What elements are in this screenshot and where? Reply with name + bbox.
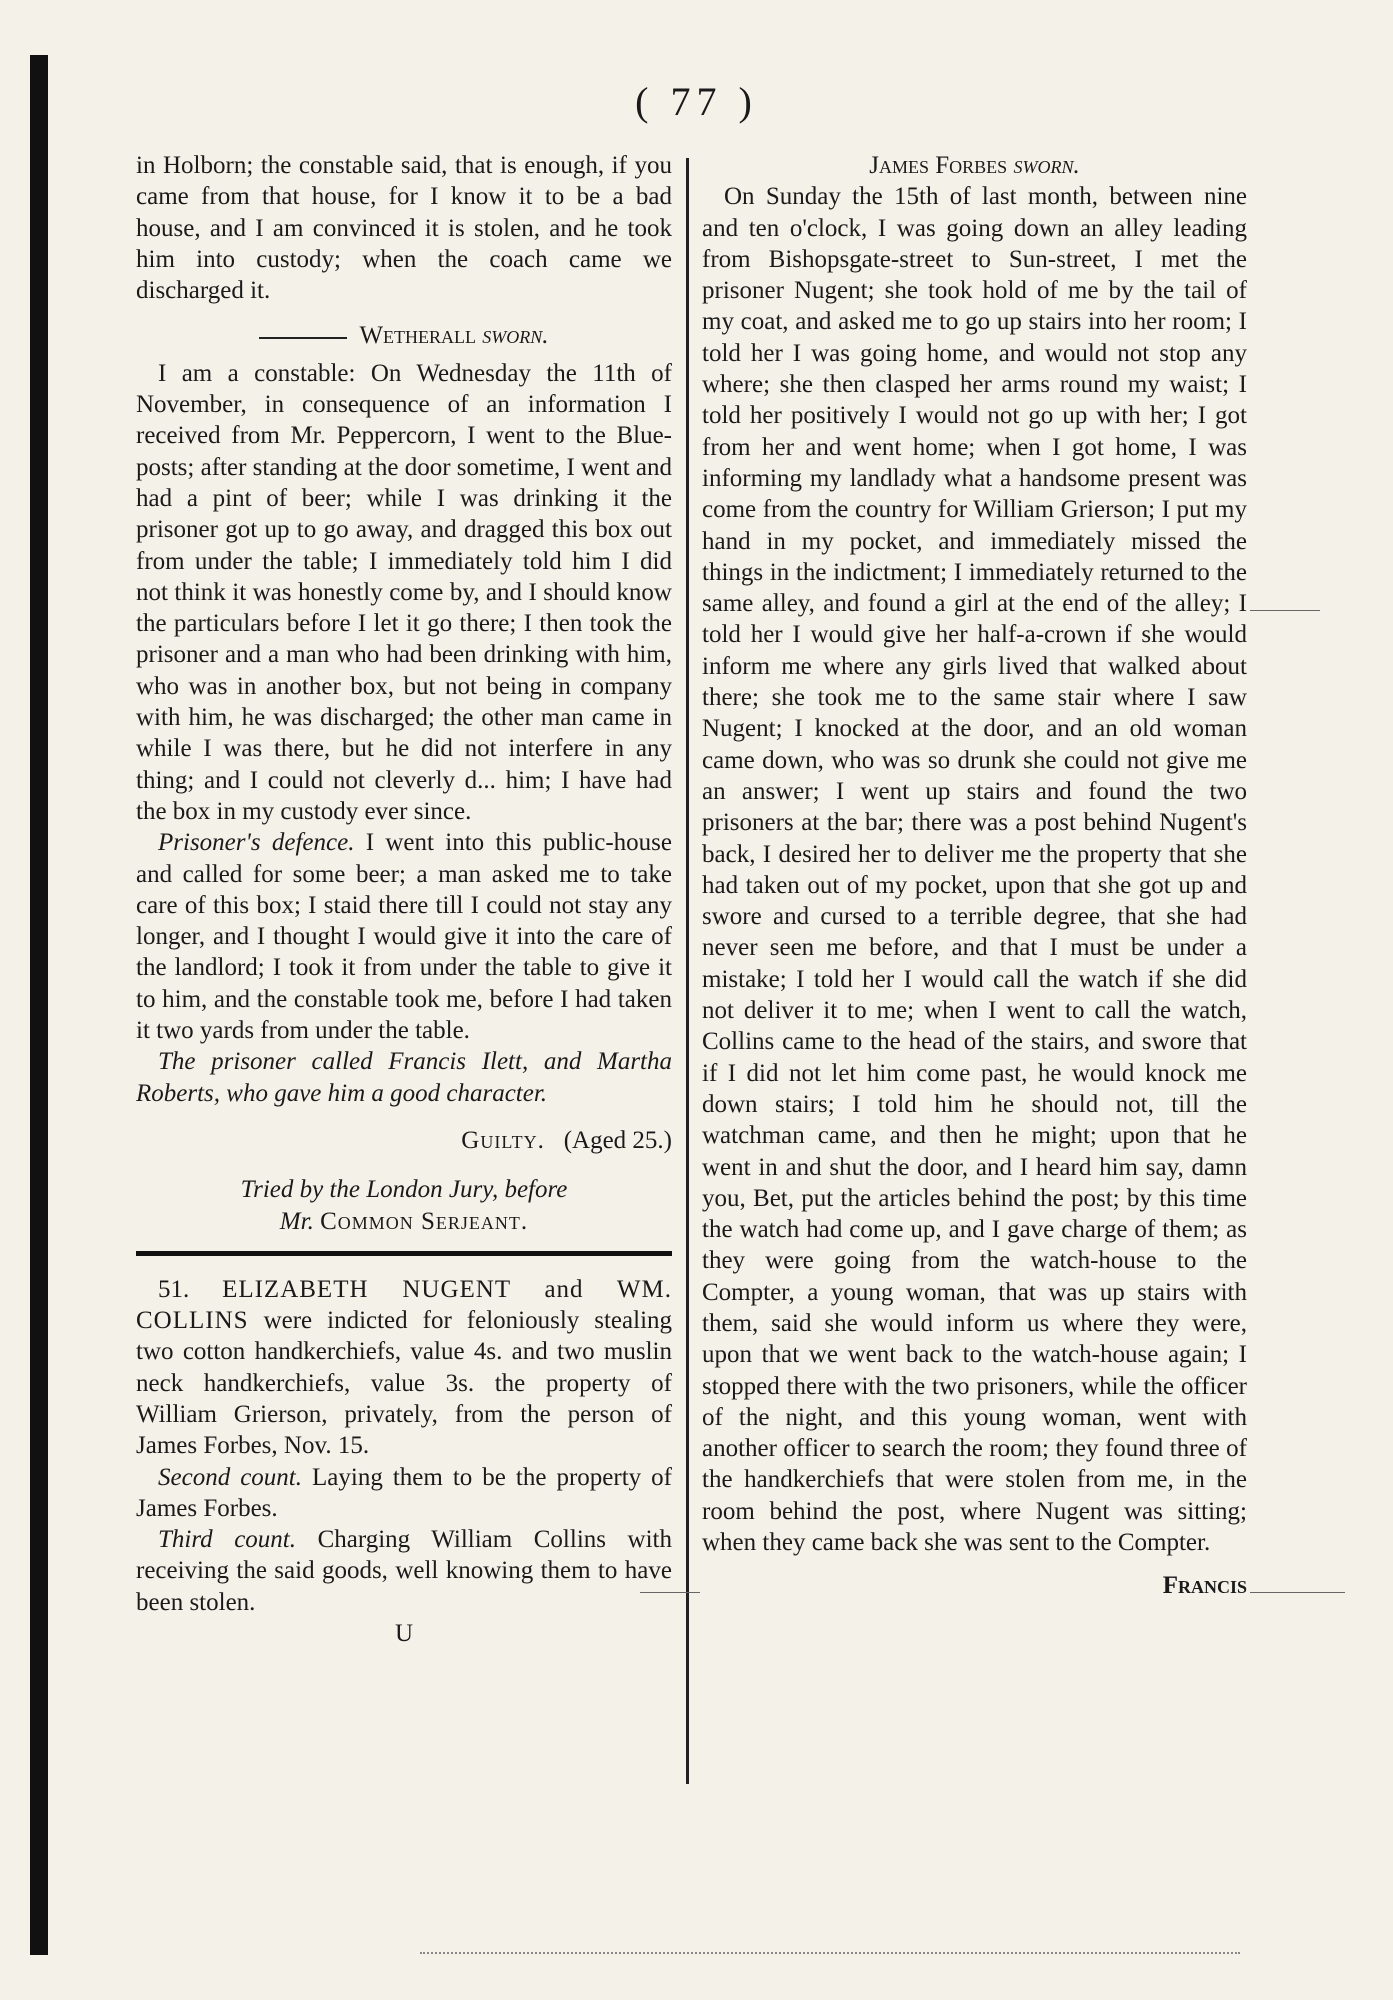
- witness-heading-forbes: [702, 150, 1247, 181]
- tried-line-1: Tried by the London Jury, before: [240, 1176, 568, 1204]
- age: (Aged 25.): [563, 1126, 672, 1154]
- third-count-text: Charging William Collins with receiving the said goods, well knowing them to have been stolen.: [136, 1526, 673, 1616]
- witness-sworn: sworn.: [482, 322, 549, 350]
- bleed-through-noise: [420, 1952, 1240, 1956]
- page-number: ( 77 ): [635, 79, 758, 124]
- third-count: [136, 1524, 672, 1618]
- second-count: [136, 1462, 672, 1525]
- tried-mr: Mr.: [279, 1207, 314, 1235]
- column-rule: [686, 158, 689, 1784]
- tried-line-2: [136, 1206, 672, 1237]
- signature-mark: U: [394, 1620, 414, 1648]
- wetherall-testimony: I am a constable: On Wednesday the 11th of November, in consequence of an information I received from Mr. Peppercorn, I went to the Blue-posts; after standing at the door sometime, I went and had a pint of beer; while I was drinking it the prisoner got up to go away, and dragged this box out from under the table; I immediately told him I did not think it was honestly come by, and I should know the particulars before I let it go there; I then took the prisoner and a man who had been drinking with him, who was in another box, but not being in company with him, he was discharged; the other man came in while I was there, but he did not interfere in any thing; and I could not cleverly d... him; I have had the box in my custody ever since.: [136, 359, 672, 825]
- forbes-testimony: On Sunday the 15th of last month, between nine and ten o'clock, I was going down an alley leading from Bishopsgate-street to Sun-street, I met the prisoner Nugent; she took hold of me by the tail of my coat, and asked me to go up stairs into her room; I told her I was going home, and would not stop any where; she then clasped her arms round my waist; I told her positively I would not go up with her; I got from her and went home; when I got home, I was informing my landlady what a handsome present was come from the country for William Grierson; I put my hand in my pocket, and immediately missed the things in the indictment; I immediately returned to the same alley, and found a girl at the end of the alley; I told her I would give her half-a-crown if she would inform me where any girls lived that walked about there; she took me to the same stair where I saw Nugent; I knocked at the door, and an old woman came down, who was so drunk she could not give me an answer; I went up stairs and found the two prisoners at the bar; there was a post behind Nugent's back, I desired her to deliver me the property that she had taken out of my pocket, upon that she got up and swore and cursed to a terrible degree, that she had never seen me before, and that I must be under a mistake; I told her I would call the watch if she did not deliver it to me; when I went to call the watch, Collins came to the head of the stairs, and swore that if I did not let him come past, he would knock me down stairs; I told him he should not, till the watchman came, and then he might; upon that he went in and shut the door, and I heard him say, damn you, Bet, put the articles behind the post; by this time the watch had come up, and I gave charge of them; as they were going from the watch-house to the Compter, a young woman, that was up stairs with them, said she would inform us where they were, upon that we went back to the watch-house again; I stopped there with the two prisoners, while the officer of the night, and this young woman, went with another officer to search the room; they found three of the handkerchiefs that were stolen from me, in the room behind the post, where Nugent was sitting; when they came back she was sent to the Compter.: [702, 183, 1247, 1557]
- witness-sworn: sworn.: [1013, 152, 1080, 179]
- left-column: [136, 150, 672, 1649]
- heading-dash: [259, 337, 347, 339]
- witness-name: James Forbes: [869, 152, 1008, 179]
- binding-edge: [30, 55, 48, 1955]
- witness-name: Wetherall: [359, 322, 477, 350]
- defence-paragraph: [136, 827, 672, 1046]
- verdict-line: [136, 1125, 672, 1156]
- second-count-text: Laying them to be the property of James Forbes.: [136, 1463, 672, 1522]
- tried-judge: Common Serjeant.: [320, 1207, 529, 1235]
- margin-mark: [1250, 610, 1320, 611]
- character-note: The prisoner called Francis Ilett, and Martha Roberts, who gave him a good character.: [136, 1048, 672, 1107]
- margin-mark: [640, 1592, 700, 1593]
- defence-label: Prisoner's defence.: [158, 829, 355, 857]
- case-text: were indicted for feloniously stealing two cotton handkerchiefs, value 4s. and two muslin neck handkerchiefs, value 3s. the property of William Grierson, privately, from the person of James Forbes, Nov. 15.: [136, 1307, 673, 1460]
- third-count-label: Third count.: [158, 1526, 297, 1554]
- catchword: Francis: [1162, 1572, 1247, 1600]
- continuation-paragraph: in Holborn; the constable said, that is enough, if you came from that house, for I know it to be a bad house, and I am convinced it is stolen, and he took him into custody; when the coach came we discharged it.: [136, 152, 672, 305]
- right-column: [702, 150, 1247, 1602]
- case-number: 51.: [158, 1275, 190, 1303]
- margin-mark: [1250, 1592, 1345, 1593]
- defence-text: I went into this public-house and called for some beer; a man asked me to take care of this box; I staid there till I could not stay any longer, and I thought I would give it into the care of the landlord; I took it from under the table to give it to him, and the constable took me, before I had taken it two yards from under the table.: [136, 829, 672, 1045]
- case-51-paragraph: [136, 1274, 672, 1462]
- verdict: Guilty.: [461, 1126, 545, 1154]
- case-names: ELIZABETH NUGENT and WM. COLLINS: [136, 1275, 672, 1335]
- witness-heading-wetherall: [136, 320, 672, 351]
- second-count-label: Second count.: [158, 1463, 302, 1491]
- section-rule: [136, 1251, 672, 1256]
